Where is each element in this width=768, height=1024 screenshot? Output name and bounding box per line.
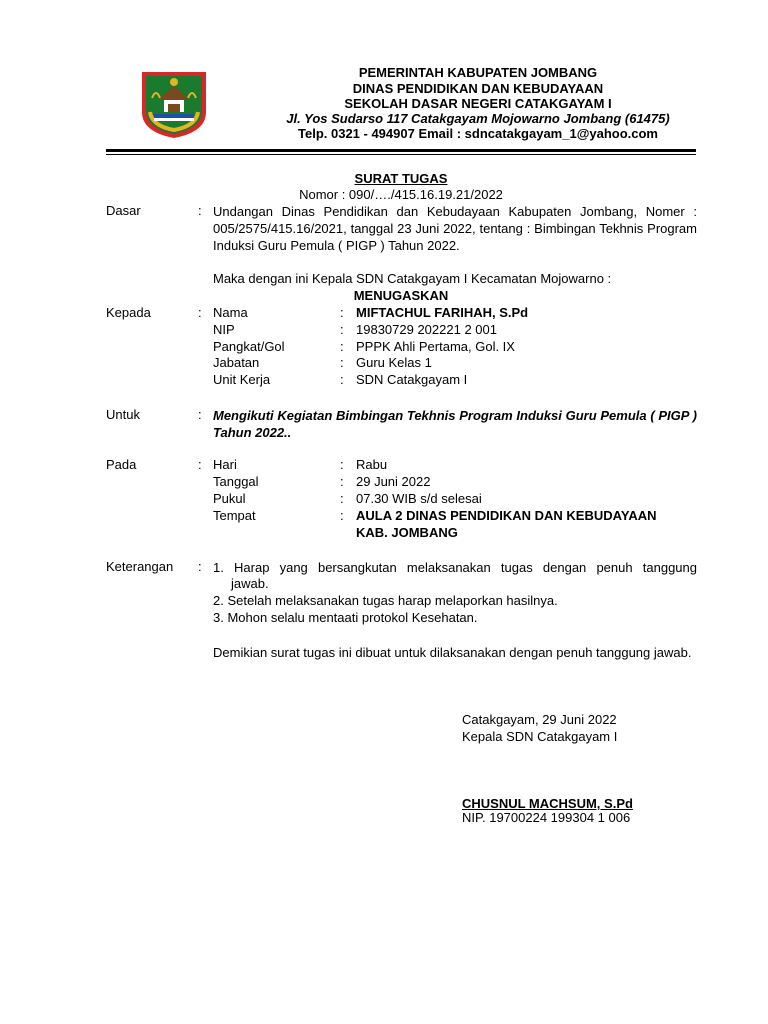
keterangan-colon: :: [198, 559, 202, 574]
tempat-colon: :: [340, 508, 344, 523]
keterangan-item-1: 1. Harap yang bersangkutan melaksanakan tugas dengan penuh tanggung: [213, 560, 697, 575]
tanggal-label: Tanggal: [213, 474, 259, 489]
unit-colon: :: [340, 372, 344, 387]
tempat-value-1: AULA 2 DINAS PENDIDIKAN DAN KEBUDAYAAN: [356, 508, 657, 523]
pangkat-colon: :: [340, 339, 344, 354]
closing-text: Demikian surat tugas ini dibuat untuk dilaksanakan dengan penuh tanggung jawab.: [213, 645, 692, 660]
menugaskan-heading: MENUGASKAN: [353, 288, 449, 303]
pukul-colon: :: [340, 491, 344, 506]
pada-colon: :: [198, 457, 202, 472]
keterangan-item-1-cont: jawab.: [231, 576, 269, 591]
nip-label: NIP: [213, 322, 235, 337]
signature-nip: NIP. 19700224 199304 1 006: [462, 810, 631, 825]
intro-text: Maka dengan ini Kepala SDN Catakgayam I Kecamatan Mojowarno :: [213, 271, 612, 286]
kepada-label: Kepada: [106, 305, 151, 320]
unit-label: Unit Kerja: [213, 372, 271, 387]
pukul-label: Pukul: [213, 491, 246, 506]
tempat-label: Tempat: [213, 508, 256, 523]
kepada-colon: :: [198, 305, 202, 320]
header-address: Jl. Yos Sudarso 117 Catakgayam Mojowarno Jombang (61475): [286, 111, 670, 126]
untuk-colon: :: [198, 407, 202, 422]
header-line-3: SEKOLAH DASAR NEGERI CATAKGAYAM I: [344, 96, 612, 111]
signature-name: CHUSNUL MACHSUM, S.Pd: [462, 796, 633, 811]
untuk-label: Untuk: [106, 407, 140, 422]
jabatan-colon: :: [340, 355, 344, 370]
keterangan-item-3: 3. Mohon selalu mentaati protokol Kesehatan.: [213, 610, 478, 625]
tempat-value-2: KAB. JOMBANG: [356, 525, 458, 540]
letter-number: Nomor : 090/…./415.16.19.21/2022: [299, 187, 503, 202]
header-rule-thin: [106, 154, 696, 155]
header-contact: Telp. 0321 - 494907 Email : sdncatakgayam_1@yahoo.com: [298, 126, 658, 141]
unit-value: SDN Catakgayam I: [356, 372, 468, 387]
keterangan-label: Keterangan: [106, 559, 174, 574]
hari-label: Hari: [213, 457, 237, 472]
pangkat-value: PPPK Ahli Pertama, Gol. IX: [356, 339, 515, 354]
nip-colon: :: [340, 322, 344, 337]
jabatan-value: Guru Kelas 1: [356, 355, 432, 370]
nip-value: 19830729 202221 2 001: [356, 322, 497, 337]
dasar-label: Dasar: [106, 203, 141, 218]
tanggal-value: 29 Juni 2022: [356, 474, 431, 489]
nama-colon: :: [340, 305, 344, 320]
header-line-2: DINAS PENDIDIKAN DAN KEBUDAYAAN: [352, 81, 604, 96]
signature-position: Kepala SDN Catakgayam I: [462, 729, 618, 744]
dasar-colon: :: [198, 203, 202, 218]
keterangan-item-2: 2. Setelah melaksanakan tugas harap melaporkan hasilnya.: [213, 593, 558, 608]
signature-place-date: Catakgayam, 29 Juni 2022: [462, 712, 617, 727]
dasar-text: Undangan Dinas Pendidikan dan Kebudayaan Kabupaten Jombang, Nomer : 005/2575/415.16/2021, tanggal 23 Juni 2022, tentang : Bimbingan Tekhnis Program Induksi Guru Pemula ( PIGP ) Tahun 2022.: [213, 204, 697, 253]
regency-emblem-icon: [138, 68, 210, 140]
hari-colon: :: [340, 457, 344, 472]
untuk-text: Mengikuti Kegiatan Bimbingan Tekhnis Program Induksi Guru Pemula ( PIGP ) Tahun 2022..: [213, 408, 697, 440]
tanggal-colon: :: [340, 474, 344, 489]
hari-value: Rabu: [356, 457, 388, 472]
nama-label: Nama: [213, 305, 248, 320]
header-rule-thick: [106, 149, 696, 152]
pada-label: Pada: [106, 457, 137, 472]
nama-value: MIFTACHUL FARIHAH, S.Pd: [356, 305, 529, 320]
jabatan-label: Jabatan: [213, 355, 260, 370]
pukul-value: 07.30 WIB s/d selesai: [356, 491, 482, 506]
letter-title: SURAT TUGAS: [354, 171, 448, 186]
pangkat-label: Pangkat/Gol: [213, 339, 285, 354]
header-line-1: PEMERINTAH KABUPATEN JOMBANG: [358, 65, 598, 80]
